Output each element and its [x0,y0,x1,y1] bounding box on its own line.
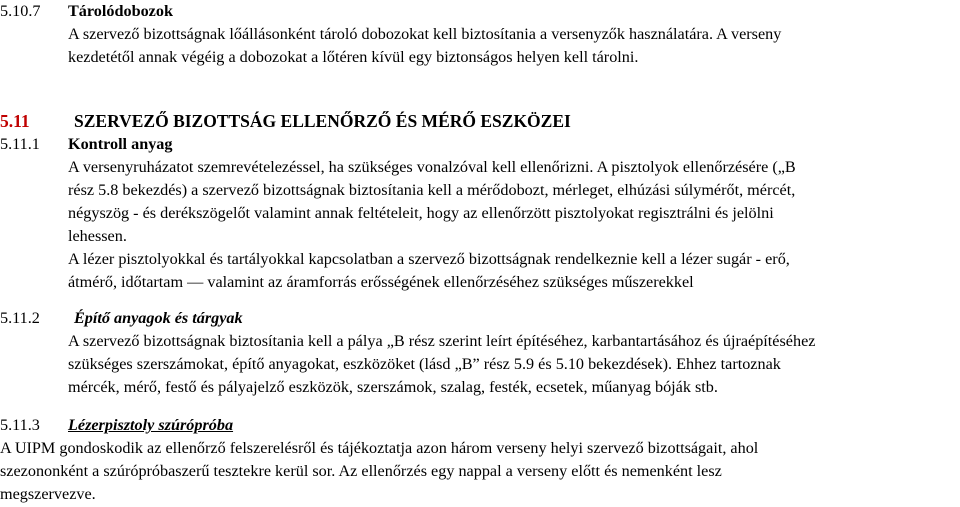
section-5-11-3-line-2: szezononként a szúrópróbaszerű tesztekre kerül sor. Az ellenőrzés egy nappal a verseny előtt és nemenként lesz [0,462,722,480]
section-5-11-2-line-3: mércék, mérő, festő és pályajelző eszközök, szerszámok, szalag, festék, ecsetek, műanyag bóják stb. [68,378,718,396]
section-5-11-1-line-6: átmérő, időtartam — valamint az áramforrás erősségének ellenőrzéséhez szükséges műszerekkel [68,273,694,291]
section-5-10-7-line-2: kezdetétől annak végéig a dobozokat a lőtéren kívül egy biztonságos helyen kell tárolni. [68,48,639,66]
section-5-11-title: SZERVEZŐ BIZOTTSÁG ELLENŐRZŐ ÉS MÉRŐ ESZKÖZEI [74,111,571,131]
section-5-11-number: 5.11 [0,111,30,131]
section-5-11-1-number: 5.11.1 [0,135,40,153]
section-5-11-1-title: Kontroll anyag [68,135,173,153]
section-5-10-7-number: 5.10.7 [0,2,41,20]
section-5-11-3-title: Lézerpisztoly szúrópróba [68,416,234,434]
section-5-11-1-line-5: A lézer pisztolyokkal és tartályokkal kapcsolatban a szervező bizottságnak rendelkeznie kell a lézer sugár - erő, [68,250,790,268]
section-5-10-7-title: Tárolódobozok [68,2,173,20]
section-5-11-1-line-4: lehessen. [68,227,127,245]
section-5-11-2-line-2: szükséges szerszámokat, építő anyagokat, eszközöket (lásd „B” rész 5.9 és 5.10 bekezdések). Ehhez tartoznak [68,355,781,373]
section-5-10-7-line-1: A szervező bizottságnak lőállásonként tároló dobozokat kell biztosítania a versenyzők használatára. A verseny [68,25,782,43]
section-5-11-3-line-1: A UIPM gondoskodik az ellenőrző felszerelésről és tájékoztatja azon három verseny helyi szervező bizottságait, ahol [0,439,759,457]
section-5-11-1-line-1: A versenyruházatot szemrevételezéssel, ha szükséges vonalzóval kell ellenőrizni. A pisztolyok ellenőrzésére („B [68,158,796,176]
section-5-11-2-line-1: A szervező bizottságnak biztosítania kell a pálya „B rész szerint leírt építéséhez, karbantartásához és újraépítéséhez [68,332,816,350]
section-5-11-3-number: 5.11.3 [0,416,40,434]
section-5-11-1-line-3: négyszög - és derékszögelőt valamint annak feltételeit, hogy az ellenőrzött pisztolyokat regisztrálni és jelölni [68,204,774,222]
section-5-11-1-line-2: rész 5.8 bekezdés) a szervező bizottságnak biztosítania kell a mérődobozt, mérleget, elhúzási súlymérőt, mércét, [68,181,796,199]
section-5-11-2-title: Építő anyagok és tárgyak [74,309,243,327]
section-5-11-2-number: 5.11.2 [0,309,40,327]
section-5-11-3-line-3: megszervezve. [0,485,96,503]
